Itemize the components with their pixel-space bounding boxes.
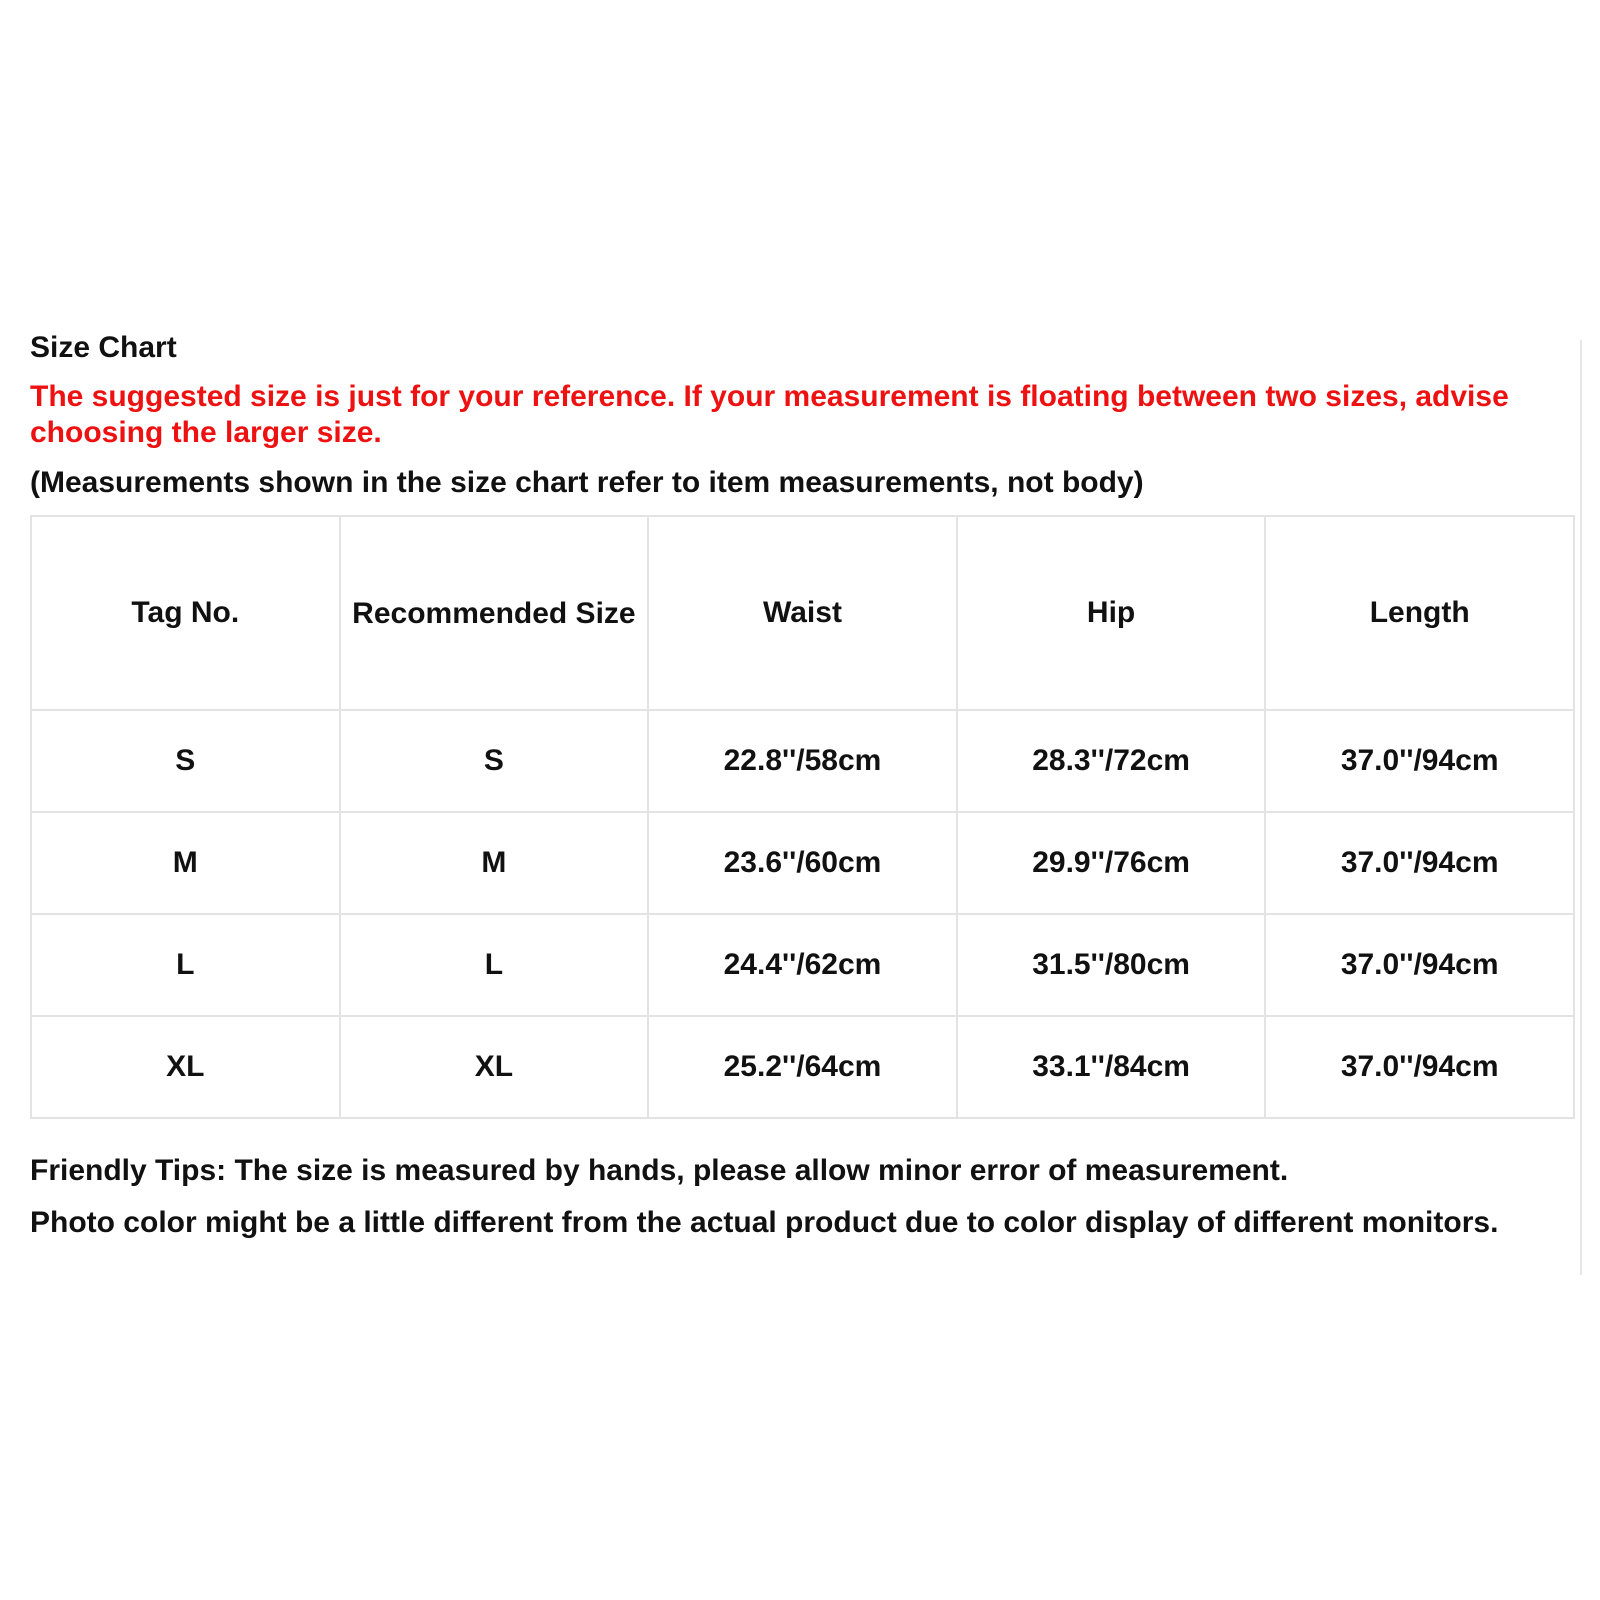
header-recommended-size (340, 516, 649, 710)
header-hip: Hip (957, 516, 1266, 710)
header-recommended-size-text: Recommended Size (352, 596, 636, 630)
table-row (31, 710, 1574, 812)
header-waist: Waist (648, 516, 957, 710)
cell-tag-no: M (31, 812, 340, 914)
cell-hip: 28.3''/72cm (957, 710, 1266, 812)
cell-length: 37.0''/94cm (1265, 812, 1574, 914)
cell-recommended-size: M (340, 812, 649, 914)
measurement-note: (Measurements shown in the size chart refer to item measurements, not body) (30, 466, 1144, 499)
size-warning-text: The suggested size is just for your reference. If your measurement is floating between two sizes, advise choosing the larger size. (30, 380, 1509, 449)
size-table (30, 515, 1575, 1119)
cell-recommended-size: L (340, 914, 649, 1016)
right-divider (1580, 340, 1582, 1275)
table-header-row (31, 516, 1574, 710)
cell-waist: 23.6''/60cm (648, 812, 957, 914)
cell-waist: 24.4''/62cm (648, 914, 957, 1016)
table-row (31, 1016, 1574, 1118)
cell-recommended-size: XL (340, 1016, 649, 1118)
cell-waist: 25.2''/64cm (648, 1016, 957, 1118)
cell-tag-no: S (31, 710, 340, 812)
header-tag-no: Tag No. (31, 516, 340, 710)
cell-waist: 22.8''/58cm (648, 710, 957, 812)
cell-hip: 31.5''/80cm (957, 914, 1266, 1016)
friendly-tips (30, 1145, 1572, 1249)
cell-tag-no: L (31, 914, 340, 1016)
tips-line-color: Photo color might be a little different from the actual product due to color display of different monitors. (30, 1206, 1499, 1239)
cell-recommended-size: S (340, 710, 649, 812)
table-row (31, 812, 1574, 914)
table-row (31, 914, 1574, 1016)
cell-hip: 33.1''/84cm (957, 1016, 1266, 1118)
header-length: Length (1265, 516, 1574, 710)
cell-tag-no: XL (31, 1016, 340, 1118)
cell-length: 37.0''/94cm (1265, 1016, 1574, 1118)
size-chart-document (30, 330, 1572, 1249)
cell-length: 37.0''/94cm (1265, 914, 1574, 1016)
cell-length: 37.0''/94cm (1265, 710, 1574, 812)
size-chart-title: Size Chart (30, 331, 177, 364)
cell-hip: 29.9''/76cm (957, 812, 1266, 914)
tips-line-measurement: Friendly Tips: The size is measured by hands, please allow minor error of measurement. (30, 1154, 1289, 1187)
